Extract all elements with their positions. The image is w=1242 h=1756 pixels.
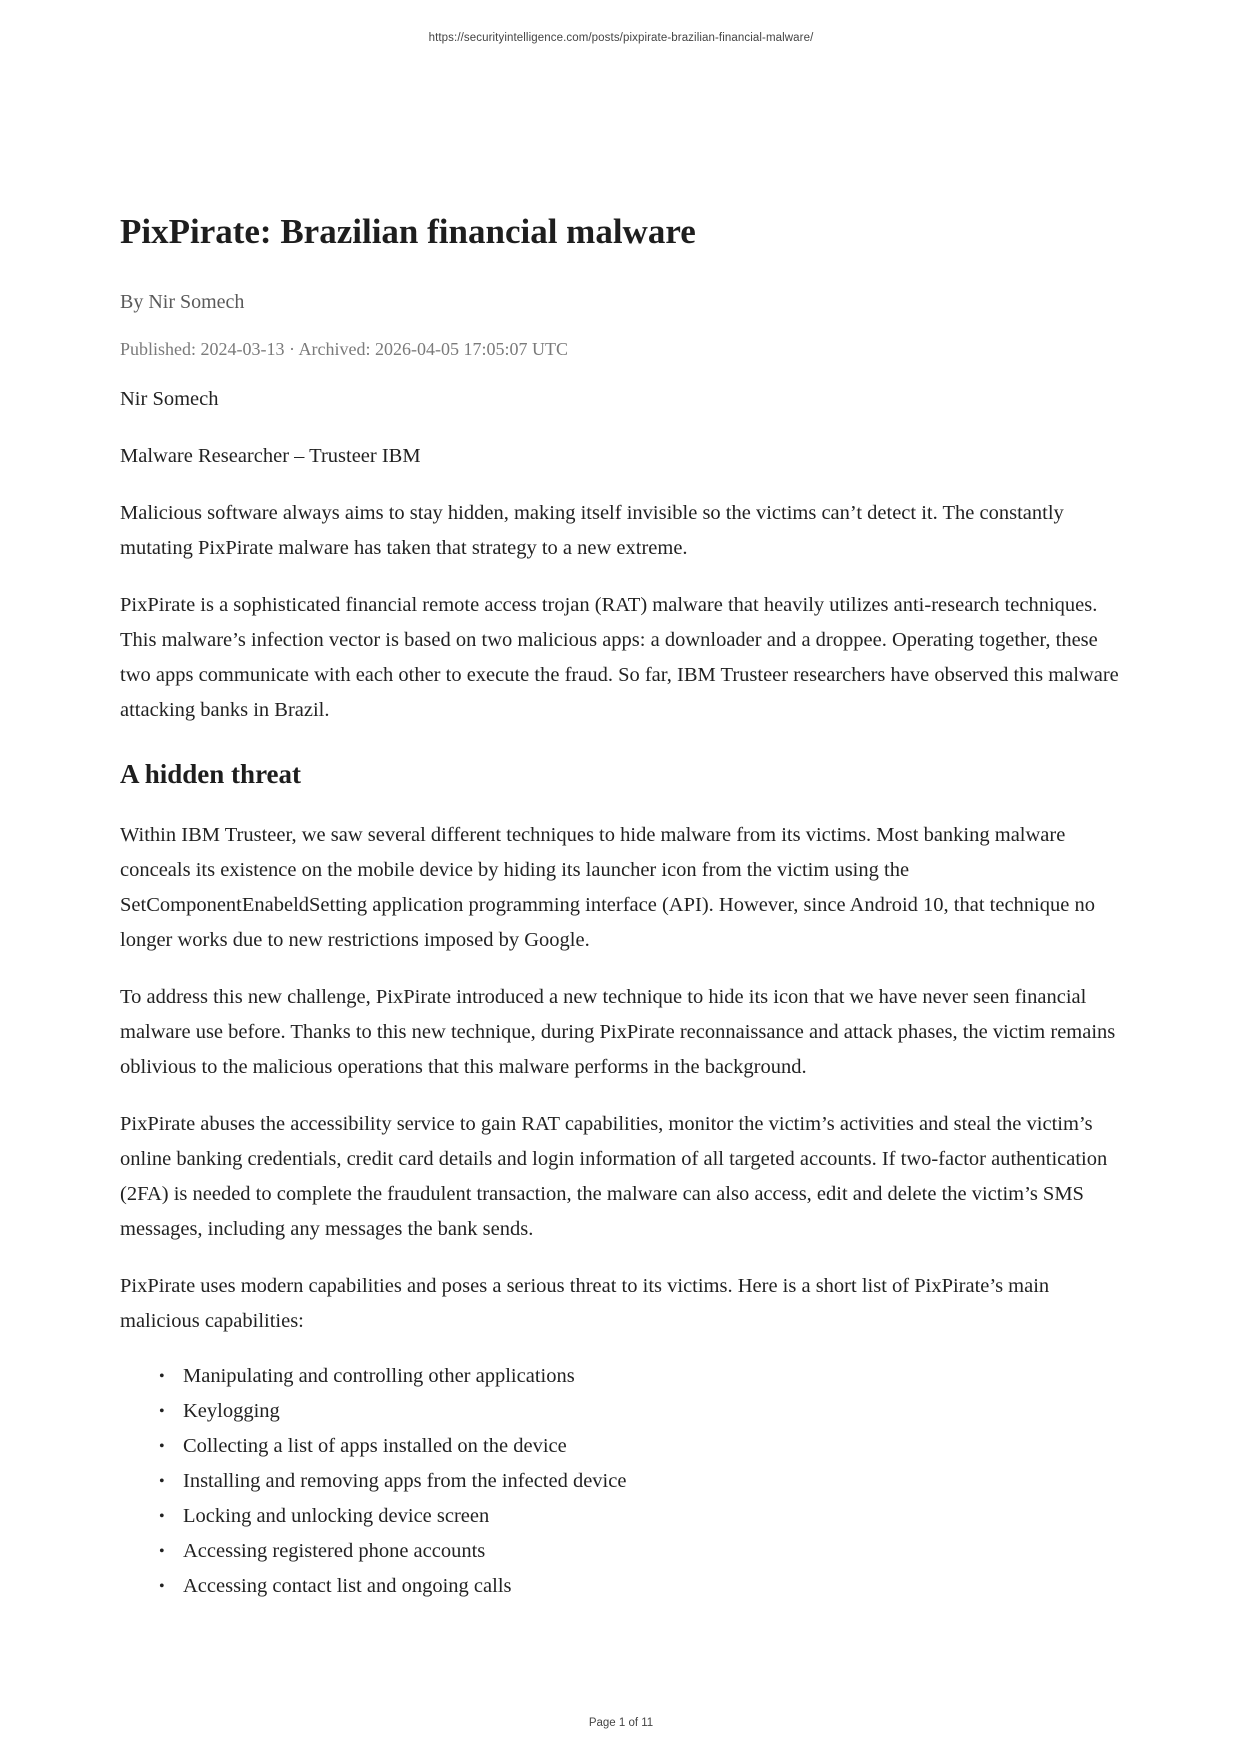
bullet-icon: •	[159, 1438, 165, 1455]
section-paragraph: PixPirate uses modern capabilities and poses a serious threat to its victims. Here is a short list of PixPirate’s main malicious capabilities:	[120, 1275, 1050, 1332]
list-item	[159, 1394, 1130, 1429]
section-paragraph: PixPirate abuses the accessibility service to gain RAT capabilities, monitor the victim’s activities and steal the victim’s online banking credentials, credit card details and login information of all targeted accounts. If two-factor authentication (2FA) is needed to complete the fraudulent transaction, the malware can also access, edit and delete the victim’s SMS messages, including any messages the bank sends.	[120, 1113, 1108, 1240]
author-name: Nir Somech	[120, 388, 219, 410]
bullet-icon: •	[159, 1473, 165, 1490]
list-item	[159, 1499, 1130, 1534]
bullet-icon: •	[159, 1368, 165, 1385]
list-item	[159, 1534, 1130, 1569]
list-item	[159, 1359, 1130, 1394]
intro-paragraph: Malicious software always aims to stay hidden, making itself invisible so the victims can’t detect it. The constantly mutating PixPirate malware has taken that strategy to a new extreme.	[120, 502, 1064, 559]
list-item-text: Locking and unlocking device screen	[183, 1505, 490, 1527]
section-paragraph: To address this new challenge, PixPirate introduced a new technique to hide its icon that we have never seen financial malware use before. Thanks to this new technique, during PixPirate reconnaissance and attack phases, the victim remains oblivious to the malicious operations that this malware performs in the background.	[120, 986, 1116, 1078]
list-item-text: Installing and removing apps from the infected device	[183, 1470, 627, 1492]
author-role: Malware Researcher – Trusteer IBM	[120, 445, 421, 467]
section-paragraph: Within IBM Trusteer, we saw several different techniques to hide malware from its victims. Most banking malware conceals its existence on the mobile device by hiding its launcher icon from the victim using the SetComponentEnabeldSetting application programming interface (API). However, since Android 10, that technique no longer works due to new restrictions imposed by Google.	[120, 824, 1095, 951]
list-item-text: Keylogging	[183, 1400, 280, 1422]
list-item-text: Accessing registered phone accounts	[183, 1540, 486, 1562]
list-item-text: Collecting a list of apps installed on the device	[183, 1435, 567, 1457]
list-item	[159, 1464, 1130, 1499]
page-url: https://securityintelligence.com/posts/pixpirate-brazilian-financial-malware/	[428, 32, 814, 44]
page-number: Page 1 of 11	[588, 1717, 654, 1729]
article-title: PixPirate: Brazilian financial malware	[120, 212, 696, 251]
list-item-text: Accessing contact list and ongoing calls	[183, 1575, 512, 1597]
list-item-text: Manipulating and controlling other applications	[183, 1365, 575, 1387]
list-item	[159, 1569, 1130, 1604]
list-item	[159, 1429, 1130, 1464]
bullet-icon: •	[159, 1508, 165, 1525]
article-body	[120, 210, 1130, 1604]
bullet-icon: •	[159, 1543, 165, 1560]
byline: By Nir Somech	[120, 291, 245, 313]
section-heading: A hidden threat	[120, 759, 302, 789]
bullet-icon: •	[159, 1403, 165, 1420]
capabilities-list	[120, 1359, 1130, 1604]
publish-dates: Published: 2024-03-13 · Archived: 2026-04-05 17:05:07 UTC	[120, 339, 568, 359]
bullet-icon: •	[159, 1578, 165, 1595]
intro-paragraph: PixPirate is a sophisticated financial remote access trojan (RAT) malware that heavily utilizes anti-research techniques. This malware’s infection vector is based on two malicious apps: a downloader and a droppee. Operating together, these two apps communicate with each other to execute the fraud. So far, IBM Trusteer researchers have observed this malware attacking banks in Brazil.	[120, 594, 1119, 721]
